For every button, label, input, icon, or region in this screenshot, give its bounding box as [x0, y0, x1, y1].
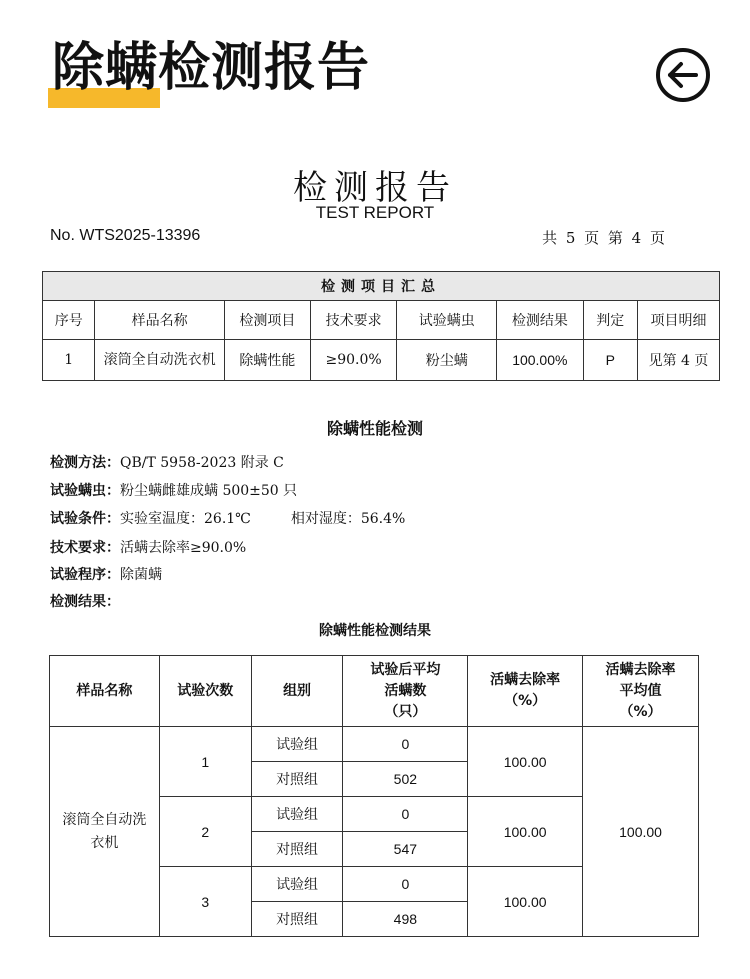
- cell-count: 502: [343, 762, 468, 797]
- col-header: 判定: [583, 301, 637, 340]
- cell-item: 除螨性能: [224, 340, 310, 381]
- header-line: 平均值: [619, 682, 662, 699]
- cell-group: 对照组: [251, 762, 343, 797]
- header-line: 试验后平均: [370, 661, 441, 678]
- cell-group: 对照组: [251, 832, 343, 867]
- cell-count: 0: [343, 797, 468, 832]
- col-header: 组别: [251, 656, 343, 727]
- info-label: 检测结果：: [50, 594, 120, 610]
- results-header-row: [50, 656, 699, 727]
- back-button[interactable]: [655, 47, 711, 103]
- cell-sample: 滚筒全自动洗衣机: [50, 727, 160, 937]
- cell-detail: 见第 4 页: [637, 340, 719, 381]
- cell-count: 0: [343, 867, 468, 902]
- header-line: 活螨去除率: [605, 661, 676, 678]
- table-row: [43, 340, 720, 381]
- col-header: 技术要求: [310, 301, 397, 340]
- col-header: [343, 656, 468, 727]
- page-title: 除螨检测报告: [52, 38, 371, 98]
- cell-requirement: ≥90.0%: [310, 340, 397, 381]
- cell-count: 498: [343, 902, 468, 937]
- info-value: 粉尘螨雌雄成螨 500±50 只: [120, 483, 298, 499]
- cell-sample: 滚筒全自动洗衣机: [95, 340, 224, 381]
- cell-rate: 100.00: [468, 797, 583, 867]
- cell-verdict: P: [583, 340, 637, 381]
- results-title: 除螨性能检测结果: [319, 623, 431, 639]
- cell-trial: 1: [159, 727, 251, 797]
- info-mite: [50, 480, 297, 500]
- cell-index: 1: [43, 340, 95, 381]
- summary-table: [42, 271, 720, 381]
- col-header: [468, 656, 583, 727]
- cell-result: 100.00%: [497, 340, 584, 381]
- col-header: 样品名称: [95, 301, 224, 340]
- cell-group: 试验组: [251, 867, 343, 902]
- info-label: 技术要求：: [50, 540, 120, 556]
- info-label: 检测方法：: [50, 455, 120, 471]
- col-header: 检测结果: [497, 301, 584, 340]
- info-method: [50, 452, 284, 472]
- info-value: QB/T 5958-2023 附录 C: [120, 455, 284, 471]
- results-table: [49, 655, 699, 937]
- info-value: 实验室温度：26.1℃: [120, 511, 251, 527]
- cell-group: 试验组: [251, 797, 343, 832]
- cell-group: 试验组: [251, 727, 343, 762]
- info-label: 试验螨虫：: [50, 483, 120, 499]
- cell-rate: 100.00: [468, 727, 583, 797]
- cell-count: 547: [343, 832, 468, 867]
- header-line: （只）: [384, 703, 427, 720]
- info-value: 活螨去除率≥90.0%: [120, 540, 247, 556]
- document-title-cn: 检测报告: [293, 168, 457, 208]
- col-header: 检测项目: [224, 301, 310, 340]
- header-line: （%）: [619, 703, 662, 720]
- info-result: [50, 591, 120, 611]
- summary-header-row: [43, 301, 720, 340]
- info-procedure: [50, 564, 162, 584]
- cell-rate: 100.00: [468, 867, 583, 937]
- header-line: 活螨去除率: [490, 672, 561, 688]
- col-header: 试验螨虫: [397, 301, 497, 340]
- cell-count: 0: [343, 727, 468, 762]
- cell-trial: 3: [159, 867, 251, 937]
- header-line: （%）: [504, 693, 547, 709]
- info-label: 试验程序：: [50, 567, 120, 583]
- col-header: [583, 656, 699, 727]
- page-info: 共 5 页 第 4 页: [542, 229, 667, 247]
- summary-table-title: 检测项目汇总: [43, 272, 720, 301]
- col-header: 序号: [43, 301, 95, 340]
- col-header: 试验次数: [159, 656, 251, 727]
- cell-average: 100.00: [583, 727, 699, 937]
- info-value: 除菌螨: [120, 567, 162, 583]
- info-conditions: [50, 508, 405, 528]
- report-number: No. WTS2025-13396: [50, 227, 201, 244]
- document-title-en: TEST REPORT: [315, 203, 435, 222]
- table-row: [50, 727, 699, 762]
- cell-mite: 粉尘螨: [397, 340, 497, 381]
- col-header: 样品名称: [50, 656, 160, 727]
- info-label: 试验条件：: [50, 511, 120, 527]
- col-header: 项目明细: [637, 301, 719, 340]
- header-line: 活螨数: [384, 682, 427, 699]
- arrow-left-circle-icon: [655, 47, 711, 103]
- section-title: 除螨性能检测: [326, 419, 423, 438]
- info-value: 相对湿度：56.4%: [290, 511, 406, 527]
- cell-trial: 2: [159, 797, 251, 867]
- info-requirement: [50, 537, 246, 557]
- cell-group: 对照组: [251, 902, 343, 937]
